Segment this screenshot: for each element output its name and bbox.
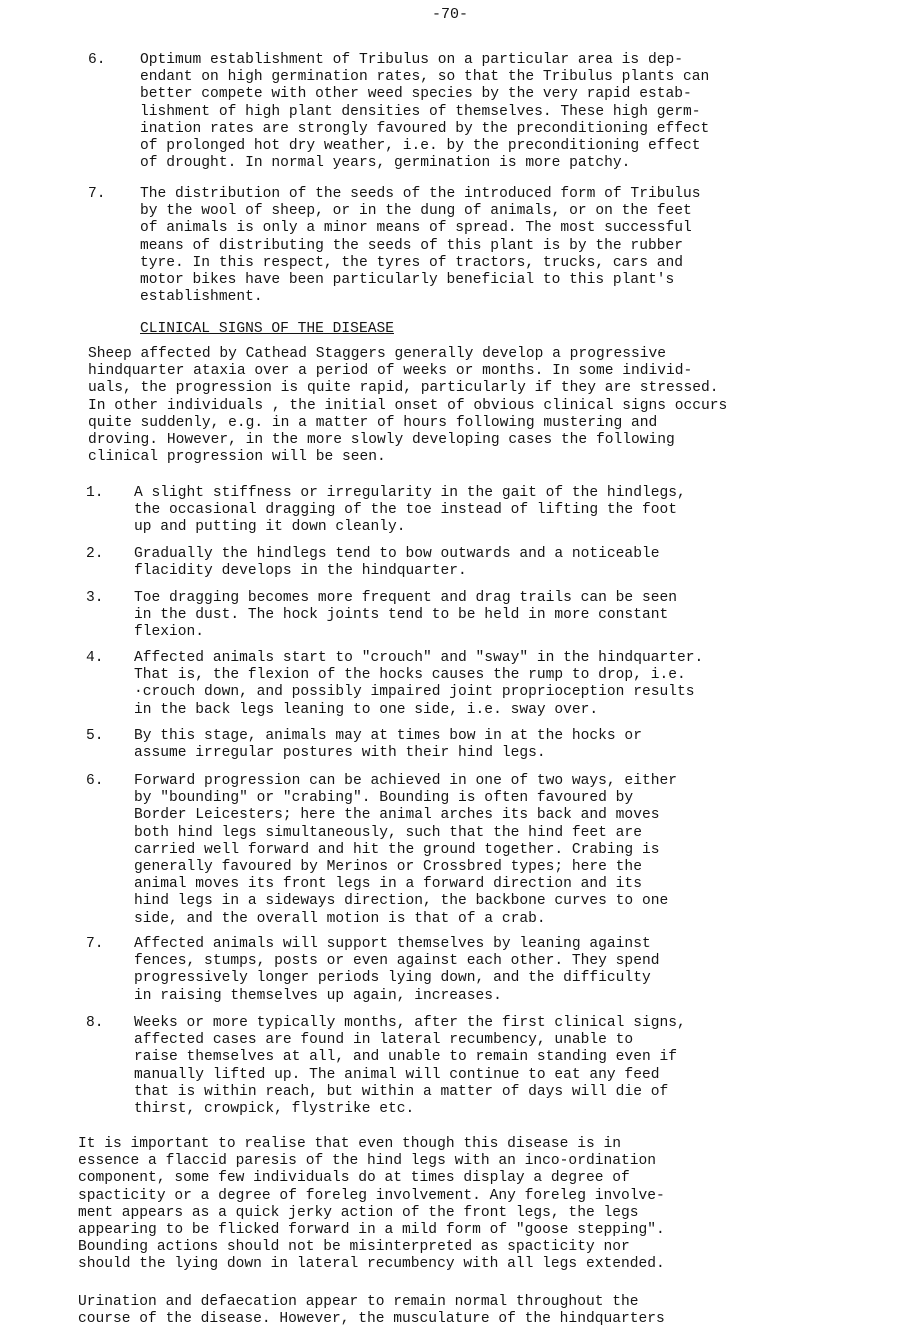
item-number: 7. (88, 186, 106, 202)
item-number: 8. (86, 1015, 104, 1031)
item-number: 2. (86, 546, 104, 562)
item-number: 3. (86, 590, 104, 606)
list-item (86, 936, 800, 1005)
item-number: 6. (86, 773, 104, 789)
item-text: Toe dragging becomes more frequent and drag trails can be seen in the dust. The hock joints tend to be held in more constant flexion. (134, 590, 677, 641)
list-item (86, 650, 800, 719)
item-text: Forward progression can be achieved in one of two ways, either by "bounding" or "crabing". Bounding is often favoured by Border Leicesters; here the animal arches its back and moves both hind legs simultaneously, such that the hind feet are carried well forward and hit the ground together. Crabing is generally favoured by Merinos or Crossbred types; here the animal moves its front legs in a forward direction and its hind legs in a sideways direction, the backbone curves to one side, and the overall motion is that of a crab. (134, 773, 677, 927)
item-number: 6. (88, 52, 106, 68)
item-number: 7. (86, 936, 104, 952)
intro-paragraph: Sheep affected by Cathead Staggers generally develop a progressive hindquarter ataxia over a period of weeks or months. In some individ- uals, the progression is quite rapid, particularly if they are stressed. In other individuals , the initial onset of obvious clinical signs occurs quite suddenly, e.g. in a matter of hours following mustering and droving. However, in the more slowly developing cases the following clinical progression will be seen. (88, 346, 728, 466)
item-number: 4. (86, 650, 104, 666)
list-item (86, 728, 800, 762)
list-item (86, 590, 800, 642)
paragraph-important: It is important to realise that even though this disease is in essence a flaccid paresis of the hind legs with an inco-ordination component, some few individuals do at times display a degree of spacticity or a degree of foreleg involvement. Any foreleg involve- ment appears as a quick jerky action of the front legs, the legs appearing to be flicked forward in a mild form of "goose stepping". Bounding actions should not be misinterpreted as spacticity nor should the lying down in lateral recumbency with all legs extended. (78, 1136, 665, 1273)
section-heading: CLINICAL SIGNS OF THE DISEASE (140, 321, 394, 337)
item-text: By this stage, animals may at times bow in at the hocks or assume irregular postures with their hind legs. (134, 728, 642, 762)
list-item (88, 52, 800, 172)
paragraph-urination: Urination and defaecation appear to remain normal throughout the course of the disease. However, the musculature of the hindquarters (78, 1294, 665, 1328)
item-number: 1. (86, 485, 104, 501)
list-item (86, 773, 800, 928)
item-text: Optimum establishment of Tribulus on a particular area is dep- endant on high germination rates, so that the Tribulus plants can better compete with other weed species by the very rapid estab- lishment of high plant densities of themselves. These high germ- ination rates are strongly favoured by the preconditioning effect of prolonged hot dry weather, i.e. by the preconditioning effect of drought. In normal years, germination is more patchy. (140, 52, 710, 172)
list-item (86, 1015, 800, 1118)
item-text: A slight stiffness or irregularity in the gait of the hindlegs, the occasional dragging of the toe instead of lifting the foot up and putting it down cleanly. (134, 485, 686, 536)
item-text: Gradually the hindlegs tend to bow outwards and a noticeable flacidity develops in the hindquarter. (134, 546, 660, 580)
list-item (86, 546, 800, 580)
item-text: The distribution of the seeds of the introduced form of Tribulus by the wool of sheep, or in the dung of animals, or on the feet of animals is only a minor means of spread. The most successful means of distributing the seeds of this plant is by the rubber tyre. In this respect, the tyres of tractors, trucks, cars and motor bikes have been particularly beneficial to this plant's establishment. (140, 186, 701, 306)
list-item (88, 186, 800, 306)
list-item (86, 485, 800, 537)
page-number: -70- (431, 6, 468, 23)
item-text: Affected animals will support themselves by leaning against fences, stumps, posts or even against each other. They spend progressively longer periods lying down, and the difficulty in raising themselves up again, increases. (134, 936, 660, 1004)
item-number: 5. (86, 728, 104, 744)
item-text: Weeks or more typically months, after the first clinical signs, affected cases are found in lateral recumbency, unable to raise themselves at all, and unable to remain standing even if manually lifted up. The animal will continue to eat any feed that is within reach, but within a matter of days will die of thirst, crowpick, flystrike etc. (134, 1015, 686, 1118)
item-text: Affected animals start to "crouch" and "sway" in the hindquarter. That is, the flexion of the hocks causes the rump to drop, i.e. ·crouch down, and possibly impaired joint proprioception results in the back legs leaning to one side, i.e. sway over. (134, 650, 704, 718)
